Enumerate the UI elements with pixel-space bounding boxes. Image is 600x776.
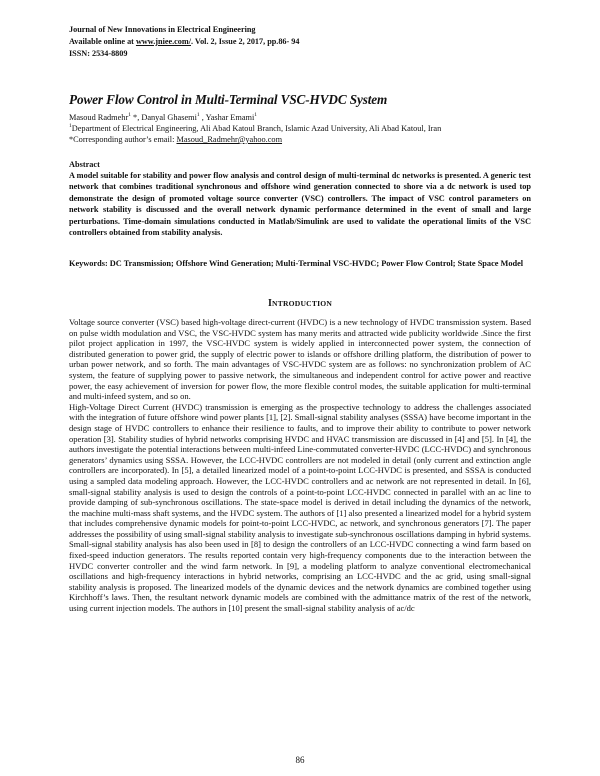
author-2: Danyal Ghasemi bbox=[141, 113, 197, 122]
journal-name: Journal of New Innovations in Electrical Engineering bbox=[69, 25, 256, 34]
author-separator: , bbox=[199, 113, 206, 122]
affiliation-text: Department of Electrical Engineering, Ali Abad Katoul Branch, Islamic Azad University, Ali Abad Katoul, Iran bbox=[71, 124, 442, 133]
volume-info: . Vol. 2, Issue 2, 2017, pp.86- 94 bbox=[190, 37, 300, 46]
page-number: 86 bbox=[295, 755, 305, 765]
author-3: Yashar Emami bbox=[205, 113, 255, 122]
journal-url-link[interactable]: www.jniee.com/ bbox=[135, 37, 191, 46]
section-heading-introduction bbox=[0, 298, 600, 309]
abstract-text: A model suitable for stability and power flow analysis and control design of multi-terminal dc networks is presented. A generic test network that combines traditional synchronous and offshore wind generation connected to shore via a dc network is used top demonstrate the design of promoted voltage source converter (VSC) controllers. The impact of VSC control parameters on network stability is discussed and the overall network dynamic performance determined in the event of small and large perturbations. Time-domain simulations conducted in Matlab/Simulink are used to validate the operational limits of the VSC controllers obtained from stability analysis. bbox=[69, 171, 531, 238]
issn: ISSN: 2534-8809 bbox=[69, 49, 128, 58]
paragraph: Voltage source converter (VSC) based high-voltage direct-current (HVDC) is a new technology of HVDC transmission system. Based on pulse width modulation and VSC, the VSC-HVDC system has many merits and attracted wide publicity worldwide .Since the first pilot project application in 1997, the VSC-HVDC system is widely applied in interconnected power system, the connection of distributed generation to power grid, the supply of electric power to islands or offshore drilling platform, the distribution of power to urban power network, and so forth. The main advantages of VSC-HVDC system are as follows: no synchronization problem of AC system, the feature of supplying power to passive network, the simultaneous and independent control for active power and reactive power, the easy achievement of inversion for power flow, the more flexible control modes, the suitable application for multi-terminal and multi-infeed system, and so on. bbox=[69, 317, 531, 402]
author-2-affiliation-mark: 1 bbox=[196, 112, 200, 119]
paragraph: High-Voltage Direct Current (HVDC) transmission is emerging as the prospective technology to address the challenges associated with the integration of future offshore wind power plants [1], [2]. Small-signal stability analyses (SSSA) have become important in the design stage of HVDC controllers to enhance their resilience to faults, and to improve their ability to contribute to power network operation [3]. Stability studies of hybrid networks comprising HVDC and HVAC transmission are discussed in [4] and [5]. In [4], the authors investigate the potential interactions between multi-infeed Line-commutated converter-HVDC (LCC-HVDC) and synchronous generators’ dynamics using SSSA. However, the LCC-HVDC controllers are not modeled in detail (only current and extinction angle controllers are incorporated). In [5], a detailed linearized model of a point-to-point LCC-HVDC is presented, and SSSA is conducted using a sampled data modeling approach. However, the LCC-HVDC controllers and ac network are not represented in detail. In [6], small-signal stability analysis is used to design the controls of a point-to-point LCC-HVDC connected in parallel with an ac line to provide damping of sub-synchronous oscillations. The state-space model is derived in detail including the dynamics of the network, the machine multi-mass shaft systems, and the HVDC system. The authors of [1] also presented a linearized model for a hybrid system that includes comprehensive dynamic models for point-to-point LCC-HVDC, ac network, and synchronous generators [7]. The paper addresses the possibility of using small-signal stability analysis to investigate sub-synchronous oscillations damping in hybrid systems. Small-signal stability analysis has also been used in [8] to design the controllers of an LCC-HVDC connecting a wind farm based on fixed-speed induction generators. The results reported contain very high-frequency components due to the interaction between the HVDC converter controller and the wind farm network. In [9], a modeling platform to analyze conventional electromechanical oscillations and high-frequency interactions in hybrid networks, comprising an LCC-HVDC and the ac grid, using small-signal stability analysis is proposed. The linearized models of the dynamic devices and the network dynamics are combined together using Kirchhoff’s laws. Then, the resultant network dynamic models are combined with the admittance matrix of the rest of the network, using current injection models. The authors in [10] present the small-signal stability analysis of ac/dc bbox=[69, 401, 531, 614]
author-1: Masoud Radmehr bbox=[69, 113, 129, 122]
journal-header bbox=[69, 24, 300, 60]
availability-line bbox=[69, 36, 300, 48]
introduction-body bbox=[69, 317, 531, 614]
author-3-affiliation-mark: 1 bbox=[254, 112, 258, 119]
corresponding-email-link[interactable]: Masoud_Radmehr@yahoo.com bbox=[176, 135, 283, 144]
author-1-affiliation-mark: 1 bbox=[128, 112, 131, 119]
corresponding-label: *Corresponding author’s email: bbox=[69, 135, 177, 144]
section-heading-initial: I bbox=[267, 298, 273, 309]
section-heading-rest: NTRODUCTION bbox=[272, 299, 333, 308]
keywords: Keywords: DC Transmission; Offshore Wind Generation; Multi-Terminal VSC-HVDC; Power Flow Control; State Space Model bbox=[69, 259, 524, 268]
affiliation-mark: 1 bbox=[69, 123, 72, 130]
corresponding-mark: *, bbox=[130, 113, 142, 122]
abstract-heading: Abstract bbox=[69, 160, 100, 169]
available-prefix: Available online at bbox=[69, 37, 136, 46]
corresponding-author bbox=[69, 134, 282, 146]
paper-title: Power Flow Control in Multi-Terminal VSC-HVDC System bbox=[69, 92, 388, 107]
